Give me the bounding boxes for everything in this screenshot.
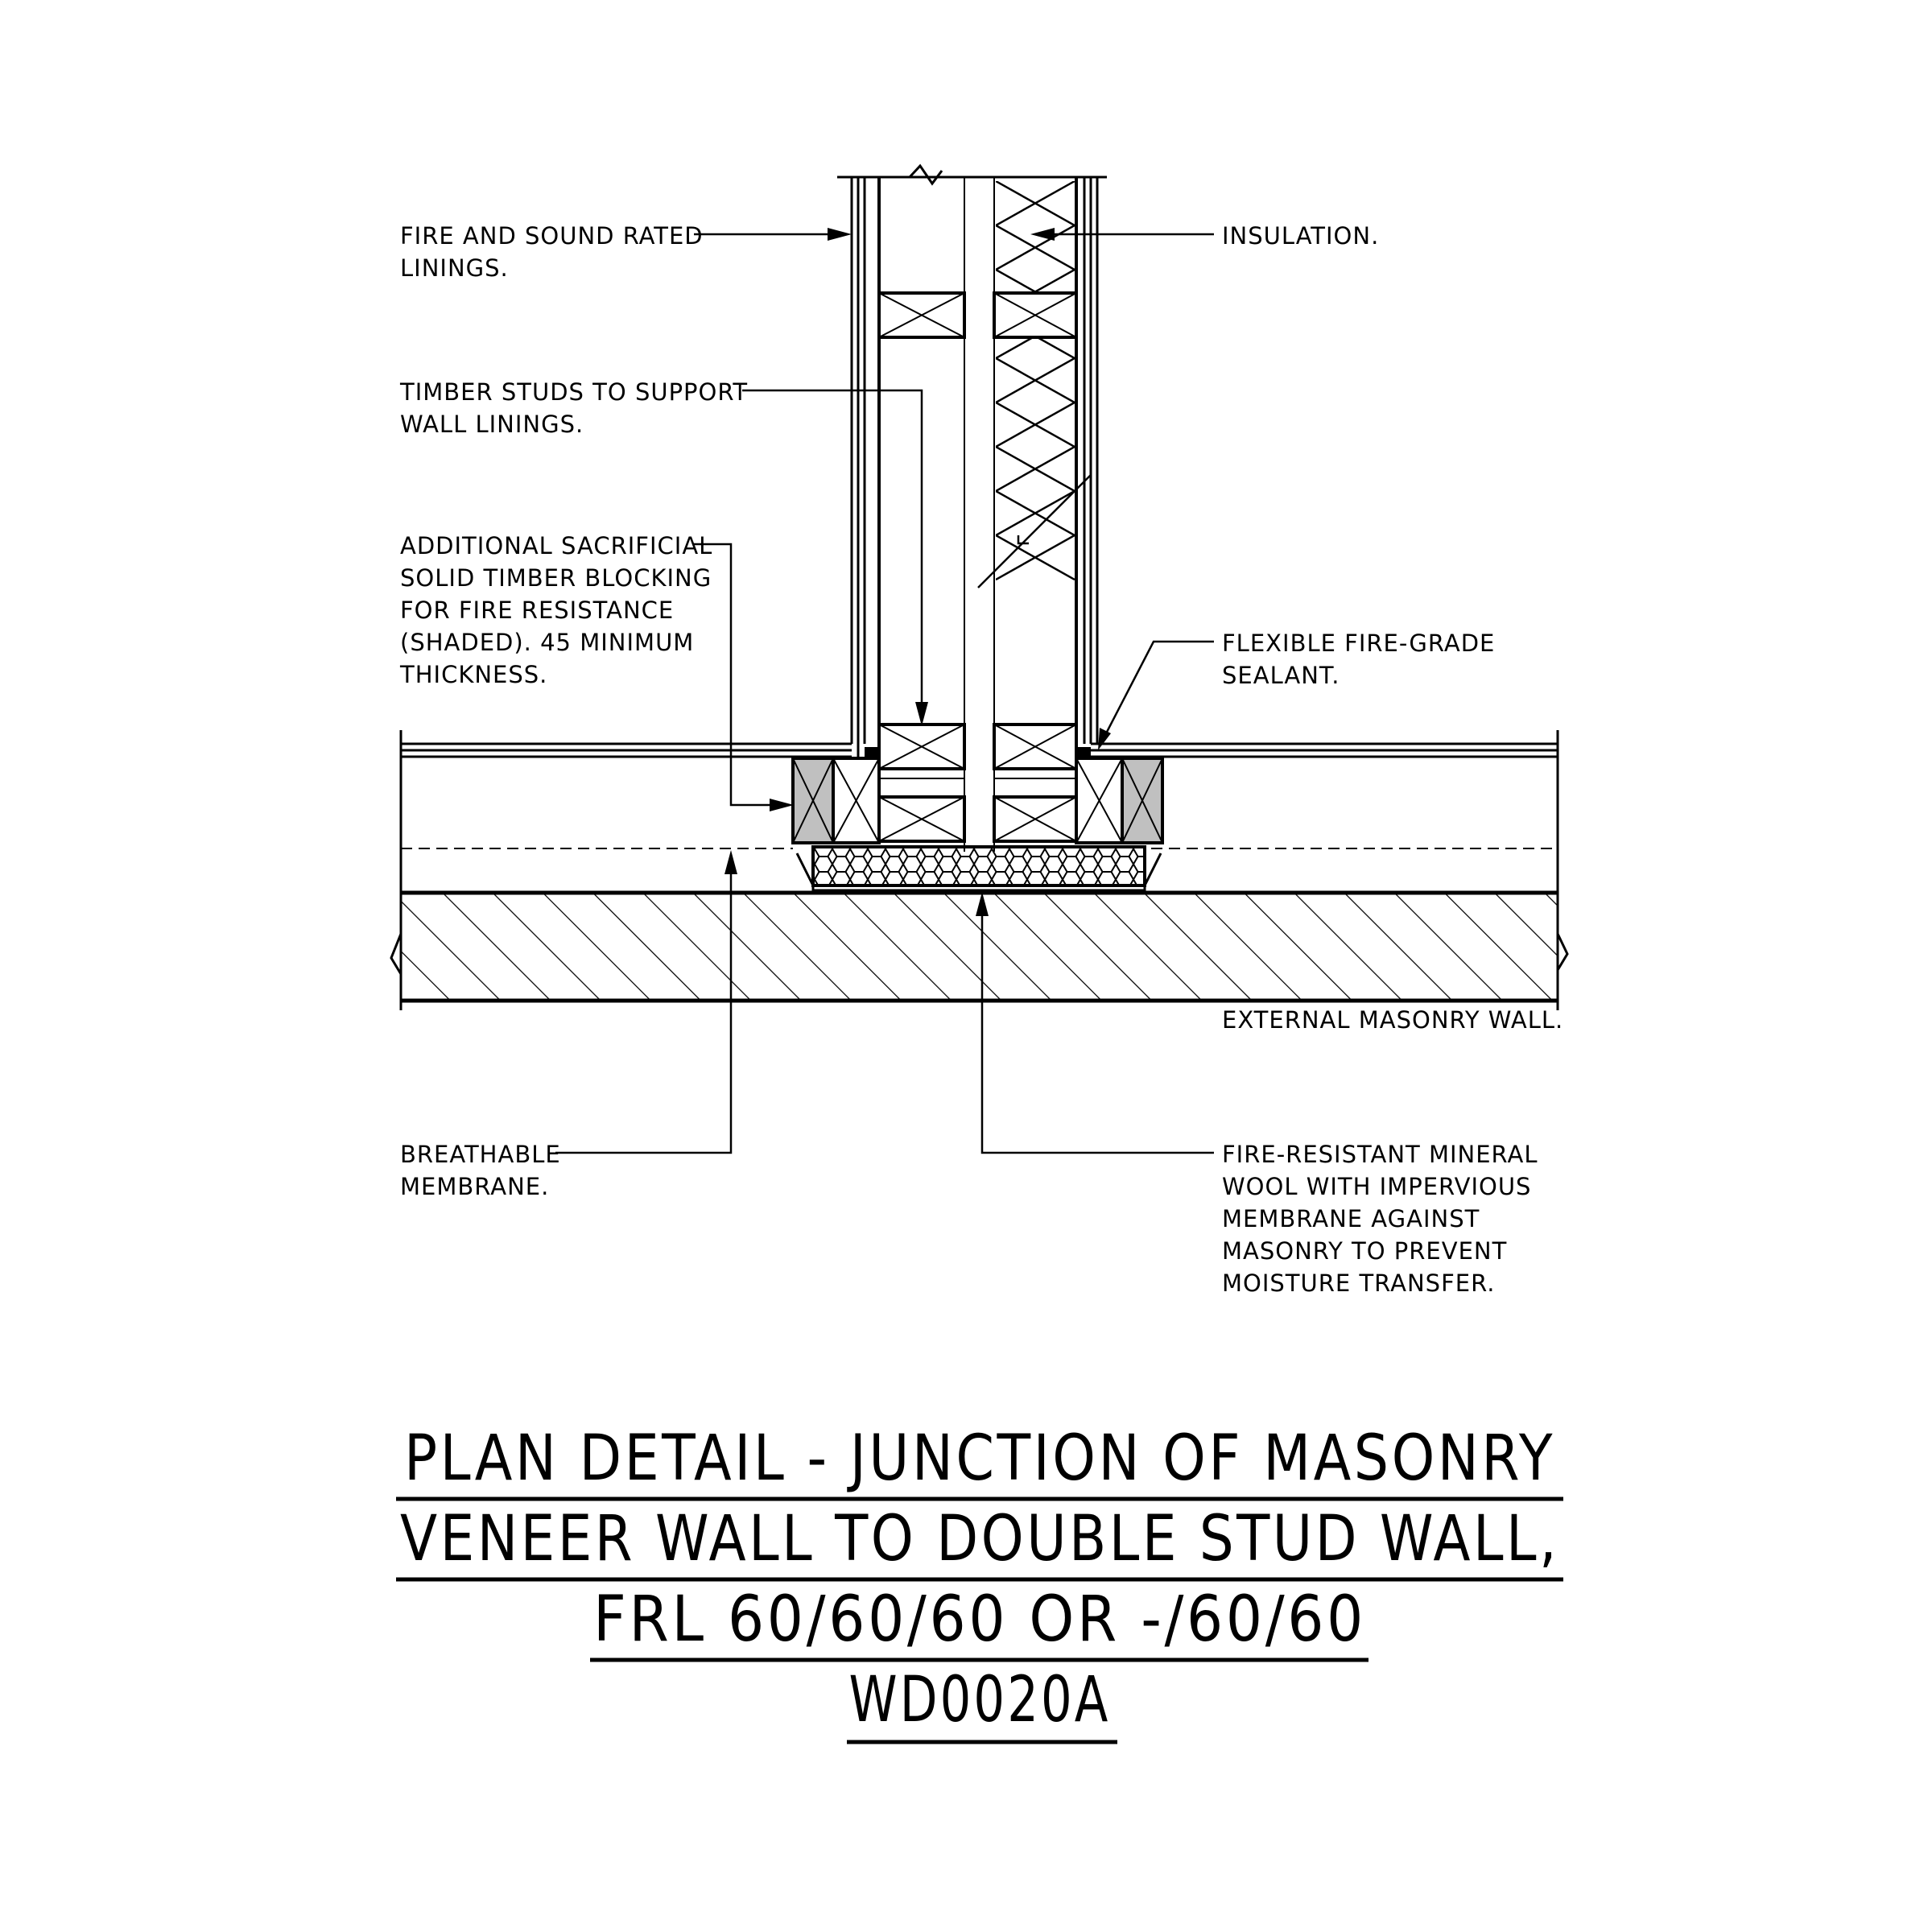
fire-sound-linings-label: FIRE AND SOUND RATED LININGS. — [400, 222, 704, 282]
drawing-title — [396, 1422, 1563, 1742]
timber-stud — [879, 724, 964, 769]
timber-stud — [879, 293, 964, 337]
breathable-membrane-label: BREATHABLE MEMBRANE. — [400, 1141, 561, 1200]
insulation-label: INSULATION. — [1222, 222, 1380, 250]
drawing-number: WD0020A — [848, 1664, 1111, 1736]
leader-lines — [555, 228, 1214, 1153]
mineral-wool-label: FIRE-RESISTANT MINERAL WOOL WITH IMPERVIOUS MEMBRANE AGAINST MASONRY TO PREVENT MOISTURE TRANSFER. — [1222, 1141, 1538, 1297]
sacrificial-blocking-label: ADDITIONAL SACRIFICIAL SOLID TIMBER BLOCKING FOR FIRE RESISTANCE (SHADED). 45 MINIMUM THICKNESS. — [400, 532, 713, 688]
external-masonry-label: EXTERNAL MASONRY WALL. — [1222, 1006, 1564, 1034]
sealant-bead-right — [1076, 747, 1091, 758]
title-line-2: VENEER WALL TO DOUBLE STUD WALL, — [400, 1503, 1559, 1575]
sealant-bead-left — [865, 747, 879, 758]
sealant-label: FLEXIBLE FIRE-GRADE SEALANT. — [1222, 630, 1496, 689]
timber-stud — [879, 797, 964, 841]
sacrificial-blocking-left — [793, 758, 879, 843]
title-line-1: PLAN DETAIL - JUNCTION OF MASONRY — [404, 1422, 1555, 1495]
sacrificial-blocking-right — [1076, 758, 1162, 843]
timber-stud — [994, 293, 1076, 337]
timber-stud — [994, 724, 1076, 769]
timber-studs-label: TIMBER STUDS TO SUPPORT WALL LININGS. — [400, 378, 749, 438]
insulation-batts — [996, 181, 1075, 580]
title-line-3: FRL 60/60/60 OR -/60/60 — [593, 1583, 1366, 1656]
timber-stud — [994, 797, 1076, 841]
mineral-wool-pad — [797, 847, 1161, 890]
